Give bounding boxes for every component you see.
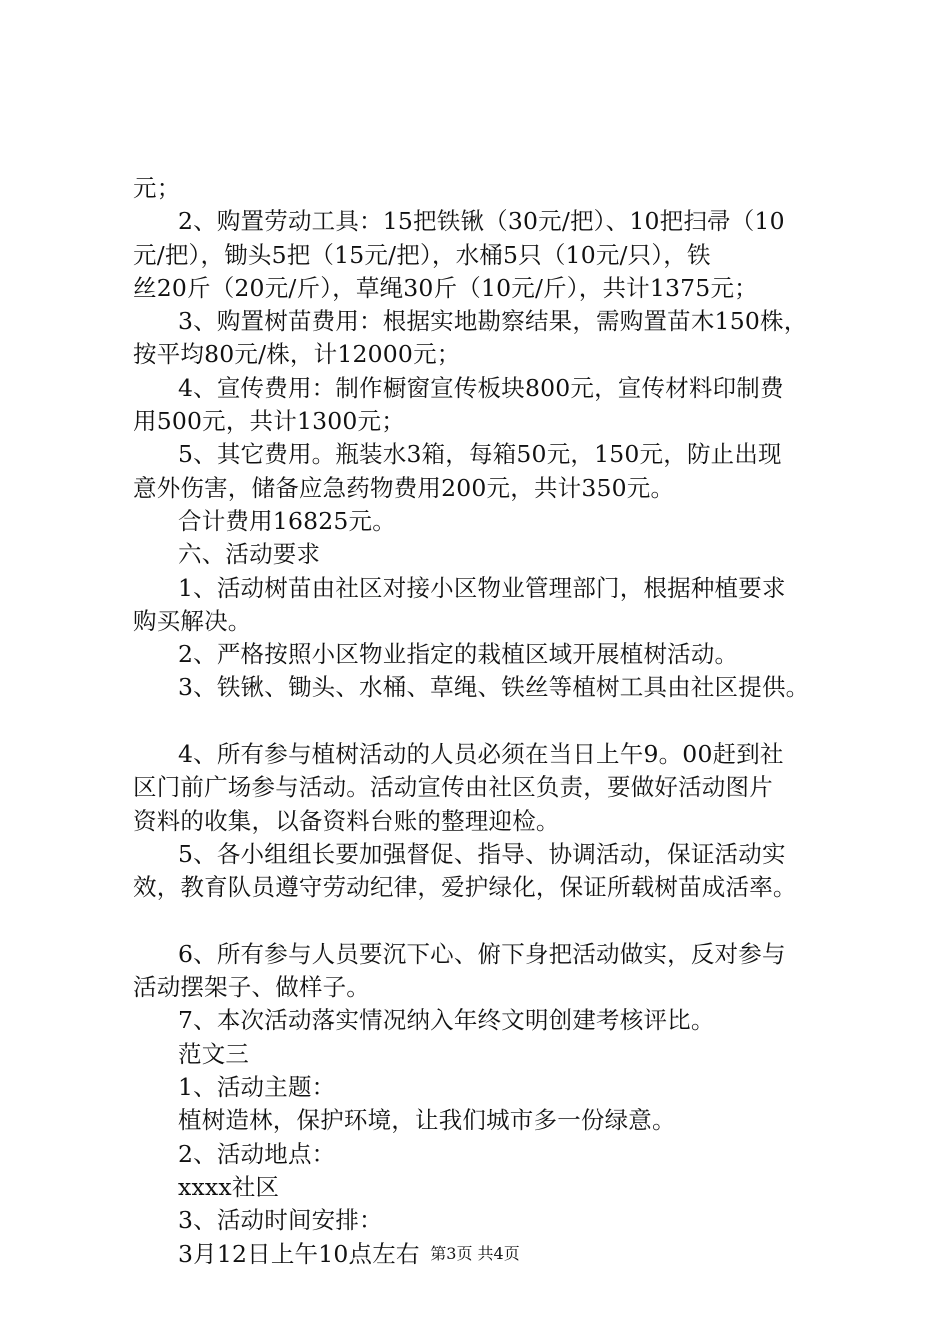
text-line: 按平均80元/株，计12000元； xyxy=(133,340,461,369)
text-line: 4、所有参与植树活动的人员必须在当日上午9。00赶到社 xyxy=(178,740,784,769)
text-line: 7、本次活动落实情况纳入年终文明创建考核评比。 xyxy=(178,1006,715,1035)
text-line: 元； xyxy=(133,174,181,202)
text-line: 2、活动地点： xyxy=(178,1139,336,1168)
blank-line xyxy=(133,705,845,738)
text-line: 效，教育队员遵守劳动纪律，爱护绿化，保证所载树苗成活率。 xyxy=(133,873,797,902)
text-line: 活动摆架子、做样子。 xyxy=(133,973,370,1002)
text-line: 3、活动时间安排： xyxy=(178,1206,383,1235)
page-footer: 第3页 共4页 xyxy=(430,1244,520,1263)
blank-line xyxy=(133,905,845,938)
text-line: 植树造林，保护环境，让我们城市多一份绿意。 xyxy=(178,1106,676,1135)
text-line: 2、购置劳动工具：15把铁锹（30元/把）、10把扫帚（10 xyxy=(178,207,785,236)
document-body xyxy=(133,172,845,1271)
section-heading: 范文三 xyxy=(178,1039,250,1068)
text-line: 1、活动树苗由社区对接小区物业管理部门，根据种植要求 xyxy=(178,573,786,602)
text-line: 5、各小组组长要加强督促、指导、协调活动，保证活动实 xyxy=(178,839,786,868)
text-line: 丝20斤（20元/斤），草绳30斤（10元/斤），共计1375元； xyxy=(133,273,758,302)
text-line: 购买解决。 xyxy=(133,606,252,635)
text-line: 元/把），锄头5把（15元/把），水桶5只（10元/只），铁 xyxy=(133,240,711,269)
text-line: 3、购置树苗费用：根据实地勘察结果，需购置苗木150株， xyxy=(178,307,808,336)
text-line: 6、所有参与人员要沉下心、俯下身把活动做实，反对参与 xyxy=(178,939,786,968)
text-line: 5、其它费用。瓶装水3箱，每箱50元，150元，防止出现 xyxy=(178,440,782,469)
text-line: 用500元，共计1300元； xyxy=(133,407,405,436)
text-line: 2、严格按照小区物业指定的栽植区域开展植树活动。 xyxy=(178,640,739,669)
text-line: 3、铁锹、锄头、水桶、草绳、铁丝等植树工具由社区提供。 xyxy=(178,673,810,702)
text-line: 意外伤害，储备应急药物费用200元，共计350元。 xyxy=(133,473,675,502)
text-line: 4、宣传费用：制作橱窗宣传板块800元，宣传材料印制费 xyxy=(178,373,784,402)
text-line: 1、活动主题： xyxy=(178,1073,336,1102)
text-line: 合计费用16825元。 xyxy=(178,506,396,535)
section-heading: 六、活动要求 xyxy=(178,540,321,569)
text-line: xxxx社区 xyxy=(178,1172,280,1201)
text-line: 资料的收集，以备资料台账的整理迎检。 xyxy=(133,806,560,835)
text-line: 3月12日上午10点左右 xyxy=(178,1239,420,1268)
text-line: 区门前广场参与活动。活动宣传由社区负责，要做好活动图片 xyxy=(133,773,773,802)
